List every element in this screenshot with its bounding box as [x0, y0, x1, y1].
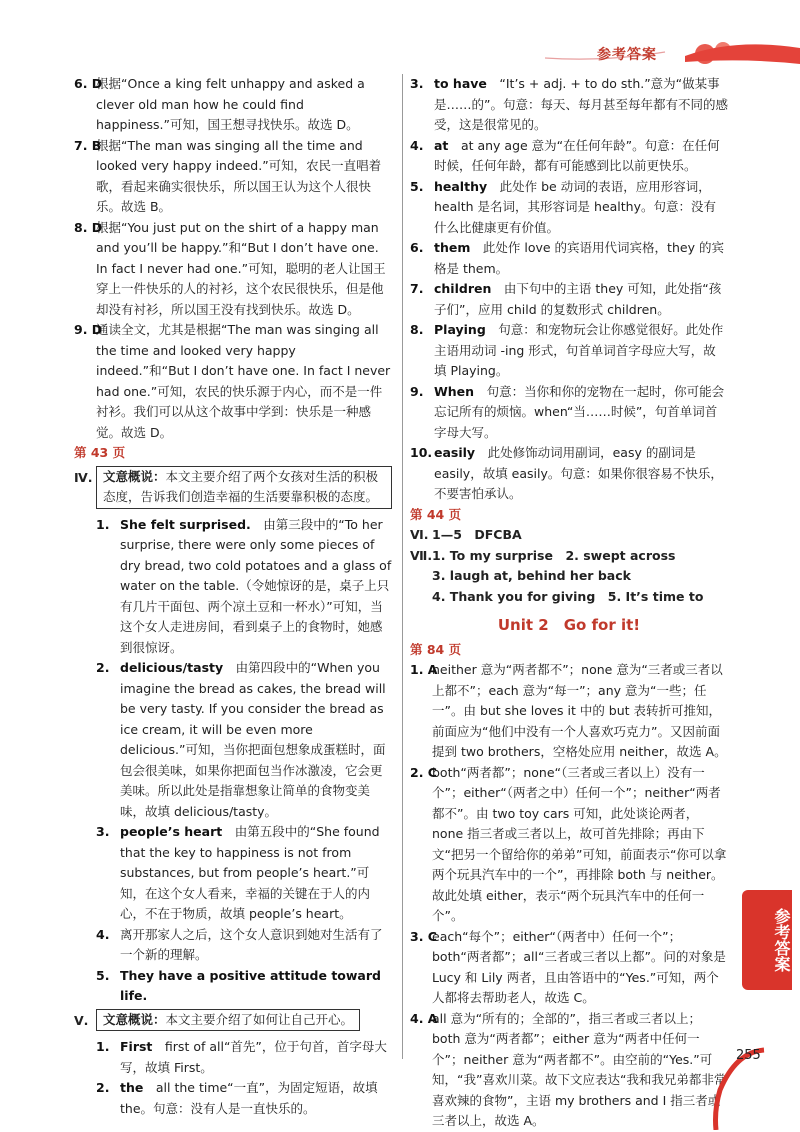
page-reference: 第 84 页: [410, 641, 462, 657]
right-column: [410, 74, 728, 1132]
answer-line: 4. Thank you for giving 5. It’s time to: [432, 588, 704, 604]
answer-item: 4. at at any age 意为“在任何年龄”。句意：在任何时候，任何年龄，都有可能感到比以前更快乐。: [410, 137, 720, 173]
answer-item: 1. She felt surprised. 由第三段中的“To her surprise, there were only some pieces of dry bread, two cold potatoes and a glass of water on the table.（令她惊讶的是，桌子上只有几片干面包、两个凉土豆和一杯水）”可知，当这个女人走进房间，看到桌子上的食物时，她感到很惊讶。: [96, 516, 392, 655]
answer-item: 5. They have a positive attitude toward life.: [96, 967, 381, 1003]
answer-item: 9. When 句意：当你和你的宠物在一起时，你可能会忘记所有的烦恼。when“当……时候”，句首单词首字母大写。: [410, 383, 725, 440]
answer-item: 7. children 由下句中的主语 they 可知，此处指“孩子们”，应用 child 的复数形式 children。: [410, 281, 722, 317]
answer-item: 4. 离开那家人之后，这个女人意识到她对生活有了一个新的理解。: [96, 926, 383, 962]
section-items: [74, 1037, 392, 1119]
answer-item: 9. D 通读全文，尤其是根据“The man was singing all the time and looked very happy indeed.”和“But I don’t have one. In fact I never had one.”可知，农民的快乐源于内心，而不是一件衬衫。我们可以从这个故事中学到：快乐是一种感觉。故选 D。: [74, 322, 391, 440]
answer-item: 8. D 根据“You just put on the shirt of a happy man and you’ll be happy.”和“But I don’t have one. In fact I never had one.”可知，聪明的老人让国王穿上一件快乐的人的衬衫，这个农民很快乐，但是他却没有衬衫，所以国王没有找到快乐。故选 D。: [74, 219, 386, 317]
header-title: 参考答案: [597, 47, 657, 63]
page-number: 255: [736, 1048, 761, 1063]
answer-item: 2. delicious/tasty 由第四段中的“When you imagine the bread as cakes, the bread will be very tasty. If you consider the bread as ice cream, it will be even more delicious.”可知，当你把面包想象成蛋糕时，面包会很美味，如果你把面包当作冰激凌，它会更美味。所以此处是指靠想象让简单的食物变美味，故填 delicious/tasty。: [96, 660, 386, 819]
answer-line: 3. laugh at, behind her back: [432, 568, 631, 583]
section-summary: Ⅴ. 文意概说：本文主要介绍了如何让自己开心。: [74, 1009, 392, 1032]
answer-item: 2. the all the time“一直”，为固定短语，故填 the。句意：没有人是一直快乐的。: [96, 1080, 378, 1116]
page-header: [545, 36, 800, 66]
section-items: [74, 515, 392, 1007]
answer-item: 1. A neither 意为“两者都不”；none 意为“三者或三者以上都不”；each 意为“每一”；any 意为“一些；任一”。由 but she loves it 中的 but 表转折可推知，前面应为“他们中没有一个人喜欢巧克力”。又因前面提到 two brothers，空格处应用 neither，故选 A。: [410, 662, 727, 759]
answer-item: 3. C each“每个”；either“（两者中）任何一个”；both“两者都”；all“三者或三者以上都”。问的对象是 Lucy 和 Lily 两者，且由答语中的“Yes.”可知，两个人都将去帮助老人，故选 C。: [410, 928, 726, 1005]
page-reference: 第 44 页: [410, 506, 462, 522]
column-divider: [402, 74, 403, 1059]
answer-line: Ⅵ. 1—5 DFCBA: [410, 527, 522, 542]
answer-item: 1. First first of all“首先”，位于句首，首字母大写，故填 First。: [96, 1039, 387, 1075]
header-decoration: [545, 36, 800, 66]
answer-item: 10. easily 此处修饰动词用副词，easy 的副词是 easily，故填 easily。句意：如果你很容易不快乐，不要害怕承认。: [410, 445, 723, 501]
left-column: [74, 74, 392, 1119]
section-summary: Ⅳ. 文意概说：本文主要介绍了两个女孩对生活的积极态度，告诉我们创造幸福的生活要靠积极的态度。: [74, 466, 392, 509]
answer-item: 7. B 根据“The man was singing all the time and looked very happy indeed.”可知，农民一直唱着歌，看起来确实很快乐，所以国王认为这个人很快乐。故选 B。: [74, 137, 382, 214]
answer-item: 5. healthy 此处作 be 动词的表语，应用形容词，health 是名词，其形容词是 healthy。句意：没有什么比健康更有价值。: [410, 178, 716, 235]
side-tab: 参考答案: [742, 890, 792, 990]
answer-item: 3. to have “It’s + adj. + to do sth.”意为“做某事是……的”。句意：每天、每月甚至每年都有不同的感受，这是很常见的。: [410, 76, 728, 132]
answer-line: Ⅶ. 1. To my surprise 2. swept across: [410, 547, 676, 563]
answer-item: 8. Playing 句意：和宠物玩会让你感觉很好。此处作主语用动词 -ing 形式，句首单词首字母应大写，故填 Playing。: [410, 322, 724, 378]
section-items: [410, 74, 728, 505]
answer-item: 3. people’s heart 由第五段中的“She found that the key to happiness is not from substances, but from people’s heart.”可知，在这个女人看来，幸福的关键在于人的内心，不在于物质，故填 people’s heart。: [96, 824, 380, 921]
answer-item: 4. A all 意为“所有的；全部的”，指三者或三者以上；both 意为“两者都”；either 意为“两者中任何一个”；neither 意为“两者都不”。由空前的“Yes.”可知，“我”喜欢川菜。故下文应表达“我和我兄弟都非常喜欢辣的食物”，主语 my brothers and I 指三者或三者以上，故选 A。: [410, 1010, 727, 1128]
page-reference: 第 43 页: [74, 445, 126, 460]
answer-item: 2. C both“两者都”；none“（三者或三者以上）没有一个”；either“（两者之中）任何一个”；neither“两者都不”。由 two toy cars 可知，此处谈论两者，none 指三者或三者以上，故可首先排除；再由下文“把另一个留给你的弟弟”可知，前面表示“你可以拿两个玩具汽车中的一个”，再排除 both 与 neither。故此处填 either，表示“两个玩具汽车中的任何一个”。: [410, 764, 727, 923]
unit-title: Unit 2 Go for it!: [497, 616, 641, 634]
answer-item: 6. D 根据“Once a king felt unhappy and asked a clever old man how he could find happiness.”可知，国王想寻找快乐。故选 D。: [74, 76, 365, 132]
answer-item: 6. them 此处作 love 的宾语用代词宾格，they 的宾格是 them。: [410, 240, 724, 276]
